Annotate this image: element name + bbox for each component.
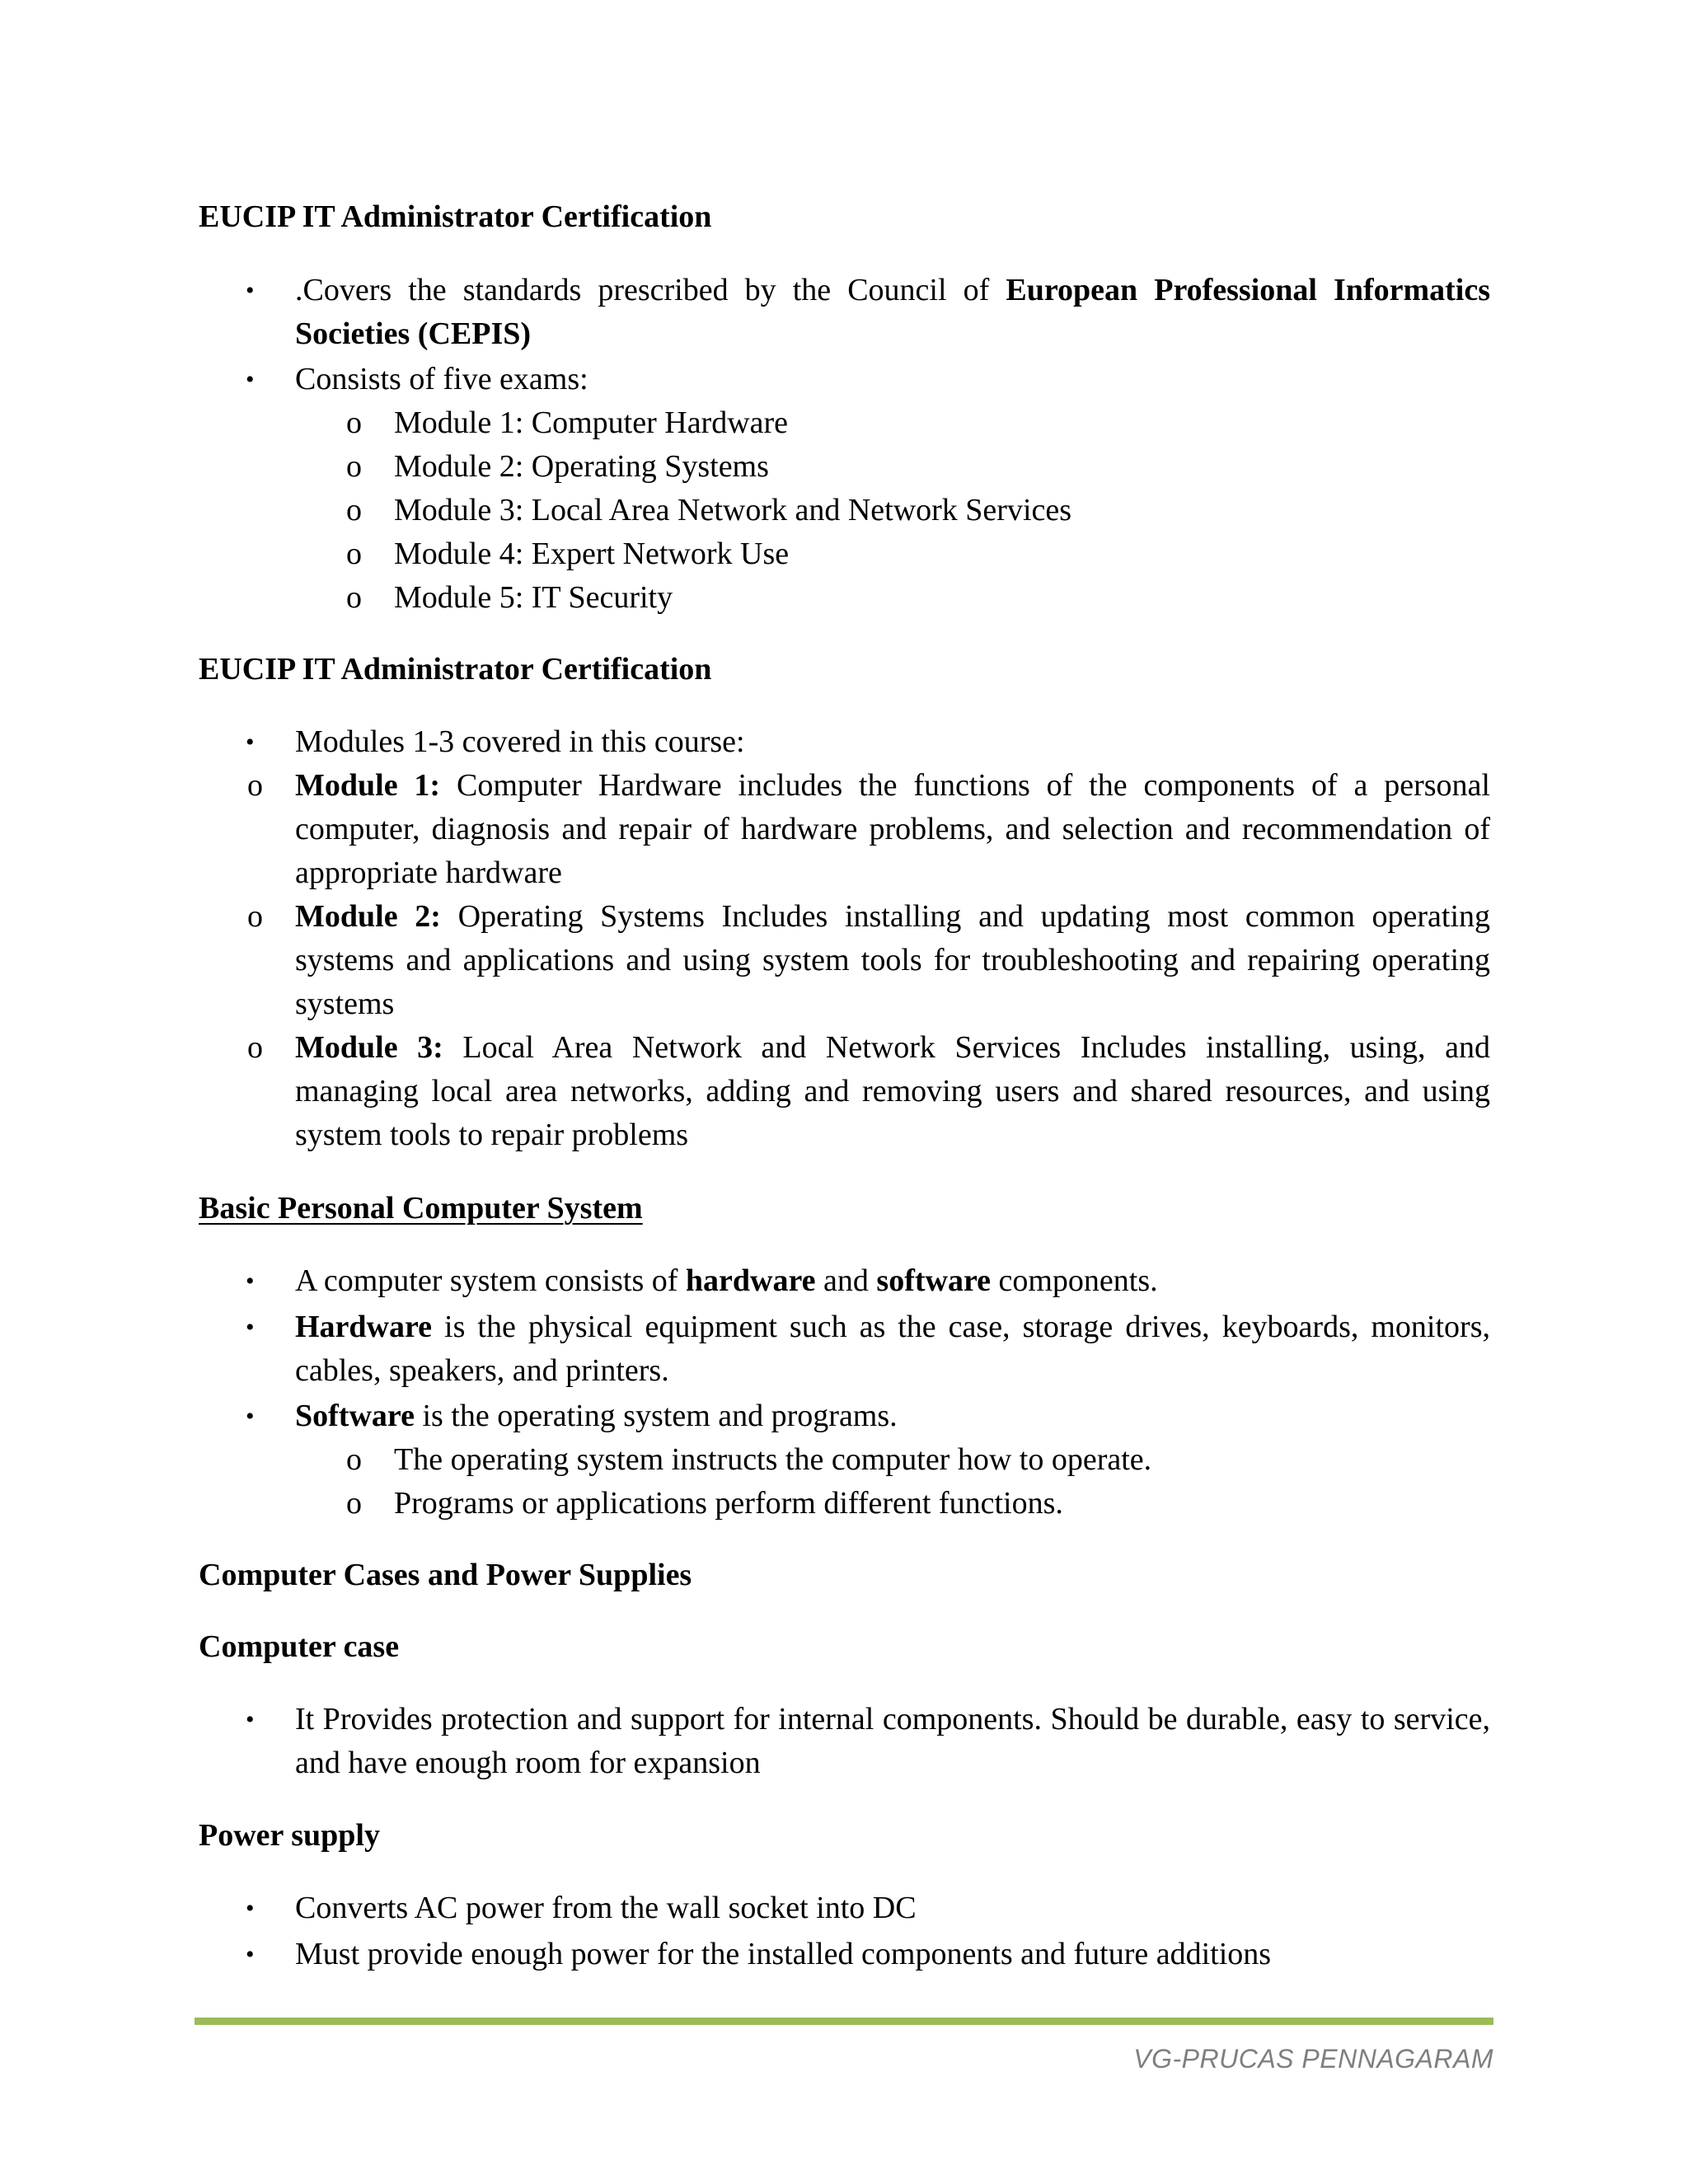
bullet-dot: • xyxy=(246,277,255,304)
bullet-circle: o xyxy=(346,449,362,484)
bullet-dot: • xyxy=(246,1268,255,1295)
bullet-dot: • xyxy=(246,1403,255,1430)
footer-rule xyxy=(195,2018,1493,2025)
section-heading-eucip-1: EUCIP IT Administrator Certification xyxy=(199,199,712,234)
section-heading-basic-pc: Basic Personal Computer System xyxy=(199,1191,643,1226)
list-item-system-consists: A computer system consists of hardware and software components. xyxy=(295,1263,1158,1298)
bullet-dot: • xyxy=(246,1895,255,1922)
list-item-five-exams: Consists of five exams: xyxy=(295,362,588,396)
list-item-hardware: Hardware is the physical equipment such as the case, storage drives, keyboards, monitors, cables, speakers, and printers. xyxy=(295,1310,1490,1388)
section-heading-power-supply: Power supply xyxy=(199,1818,380,1853)
bullet-circle: o xyxy=(346,1486,362,1521)
list-item-programs: Programs or applications perform different functions. xyxy=(394,1486,1063,1521)
bullet-circle: o xyxy=(346,1442,362,1477)
bullet-circle: o xyxy=(346,580,362,615)
bullet-circle: o xyxy=(247,768,263,803)
list-item-module: Module 2: Operating Systems xyxy=(394,449,769,484)
bullet-dot: • xyxy=(246,1706,255,1733)
list-item-cepis: .Covers the standards prescribed by the Council of European Professional Informatics Societies (CEPIS) xyxy=(295,273,1490,351)
list-item-module-3-desc: Module 3: Local Area Network and Network Services Includes installing, using, and managing local area networks, adding and removing users and shared resources, and using system tools to repair problems xyxy=(295,1030,1490,1152)
list-item-module: Module 5: IT Security xyxy=(394,580,673,615)
bullet-circle: o xyxy=(247,899,263,934)
list-item-case-protection: It Provides protection and support for internal components. Should be durable, easy to service, and have enough room for expansion xyxy=(295,1702,1490,1780)
bullet-circle: o xyxy=(346,405,362,440)
list-item-module: Module 1: Computer Hardware xyxy=(394,405,789,440)
list-item-module: Module 4: Expert Network Use xyxy=(394,537,790,571)
bullet-dot: • xyxy=(246,729,255,756)
bullet-circle: o xyxy=(346,493,362,527)
bullet-circle: o xyxy=(247,1030,263,1065)
list-item-module-1-desc: Module 1: Computer Hardware includes the functions of the components of a personal computer, diagnosis and repair of hardware problems, and selection and recommendation of appropriate hardware xyxy=(295,768,1490,890)
bullet-dot: • xyxy=(246,1941,255,1968)
list-item-converts-ac: Converts AC power from the wall socket into DC xyxy=(295,1891,917,1925)
footer-text: VG-PRUCAS PENNAGARAM xyxy=(1133,2044,1493,2074)
list-item-software: Software is the operating system and programs. xyxy=(295,1399,898,1433)
bullet-circle: o xyxy=(346,537,362,571)
section-heading-eucip-2: EUCIP IT Administrator Certification xyxy=(199,652,712,687)
list-item-module-2-desc: Module 2: Operating Systems Includes installing and updating most common operating systems and applications and using system tools for troubleshooting and repairing operating systems xyxy=(295,899,1490,1021)
bullet-dot: • xyxy=(246,366,255,393)
list-item-module: Module 3: Local Area Network and Network Services xyxy=(394,493,1072,527)
section-heading-computer-case: Computer case xyxy=(199,1629,400,1664)
section-heading-cases-power: Computer Cases and Power Supplies xyxy=(199,1558,692,1592)
bullet-dot: • xyxy=(246,1314,255,1341)
list-item-enough-power: Must provide enough power for the installed components and future additions xyxy=(295,1937,1272,1971)
list-item-os-instructs: The operating system instructs the computer how to operate. xyxy=(394,1442,1152,1477)
list-item-modules-covered: Modules 1-3 covered in this course: xyxy=(295,724,745,759)
